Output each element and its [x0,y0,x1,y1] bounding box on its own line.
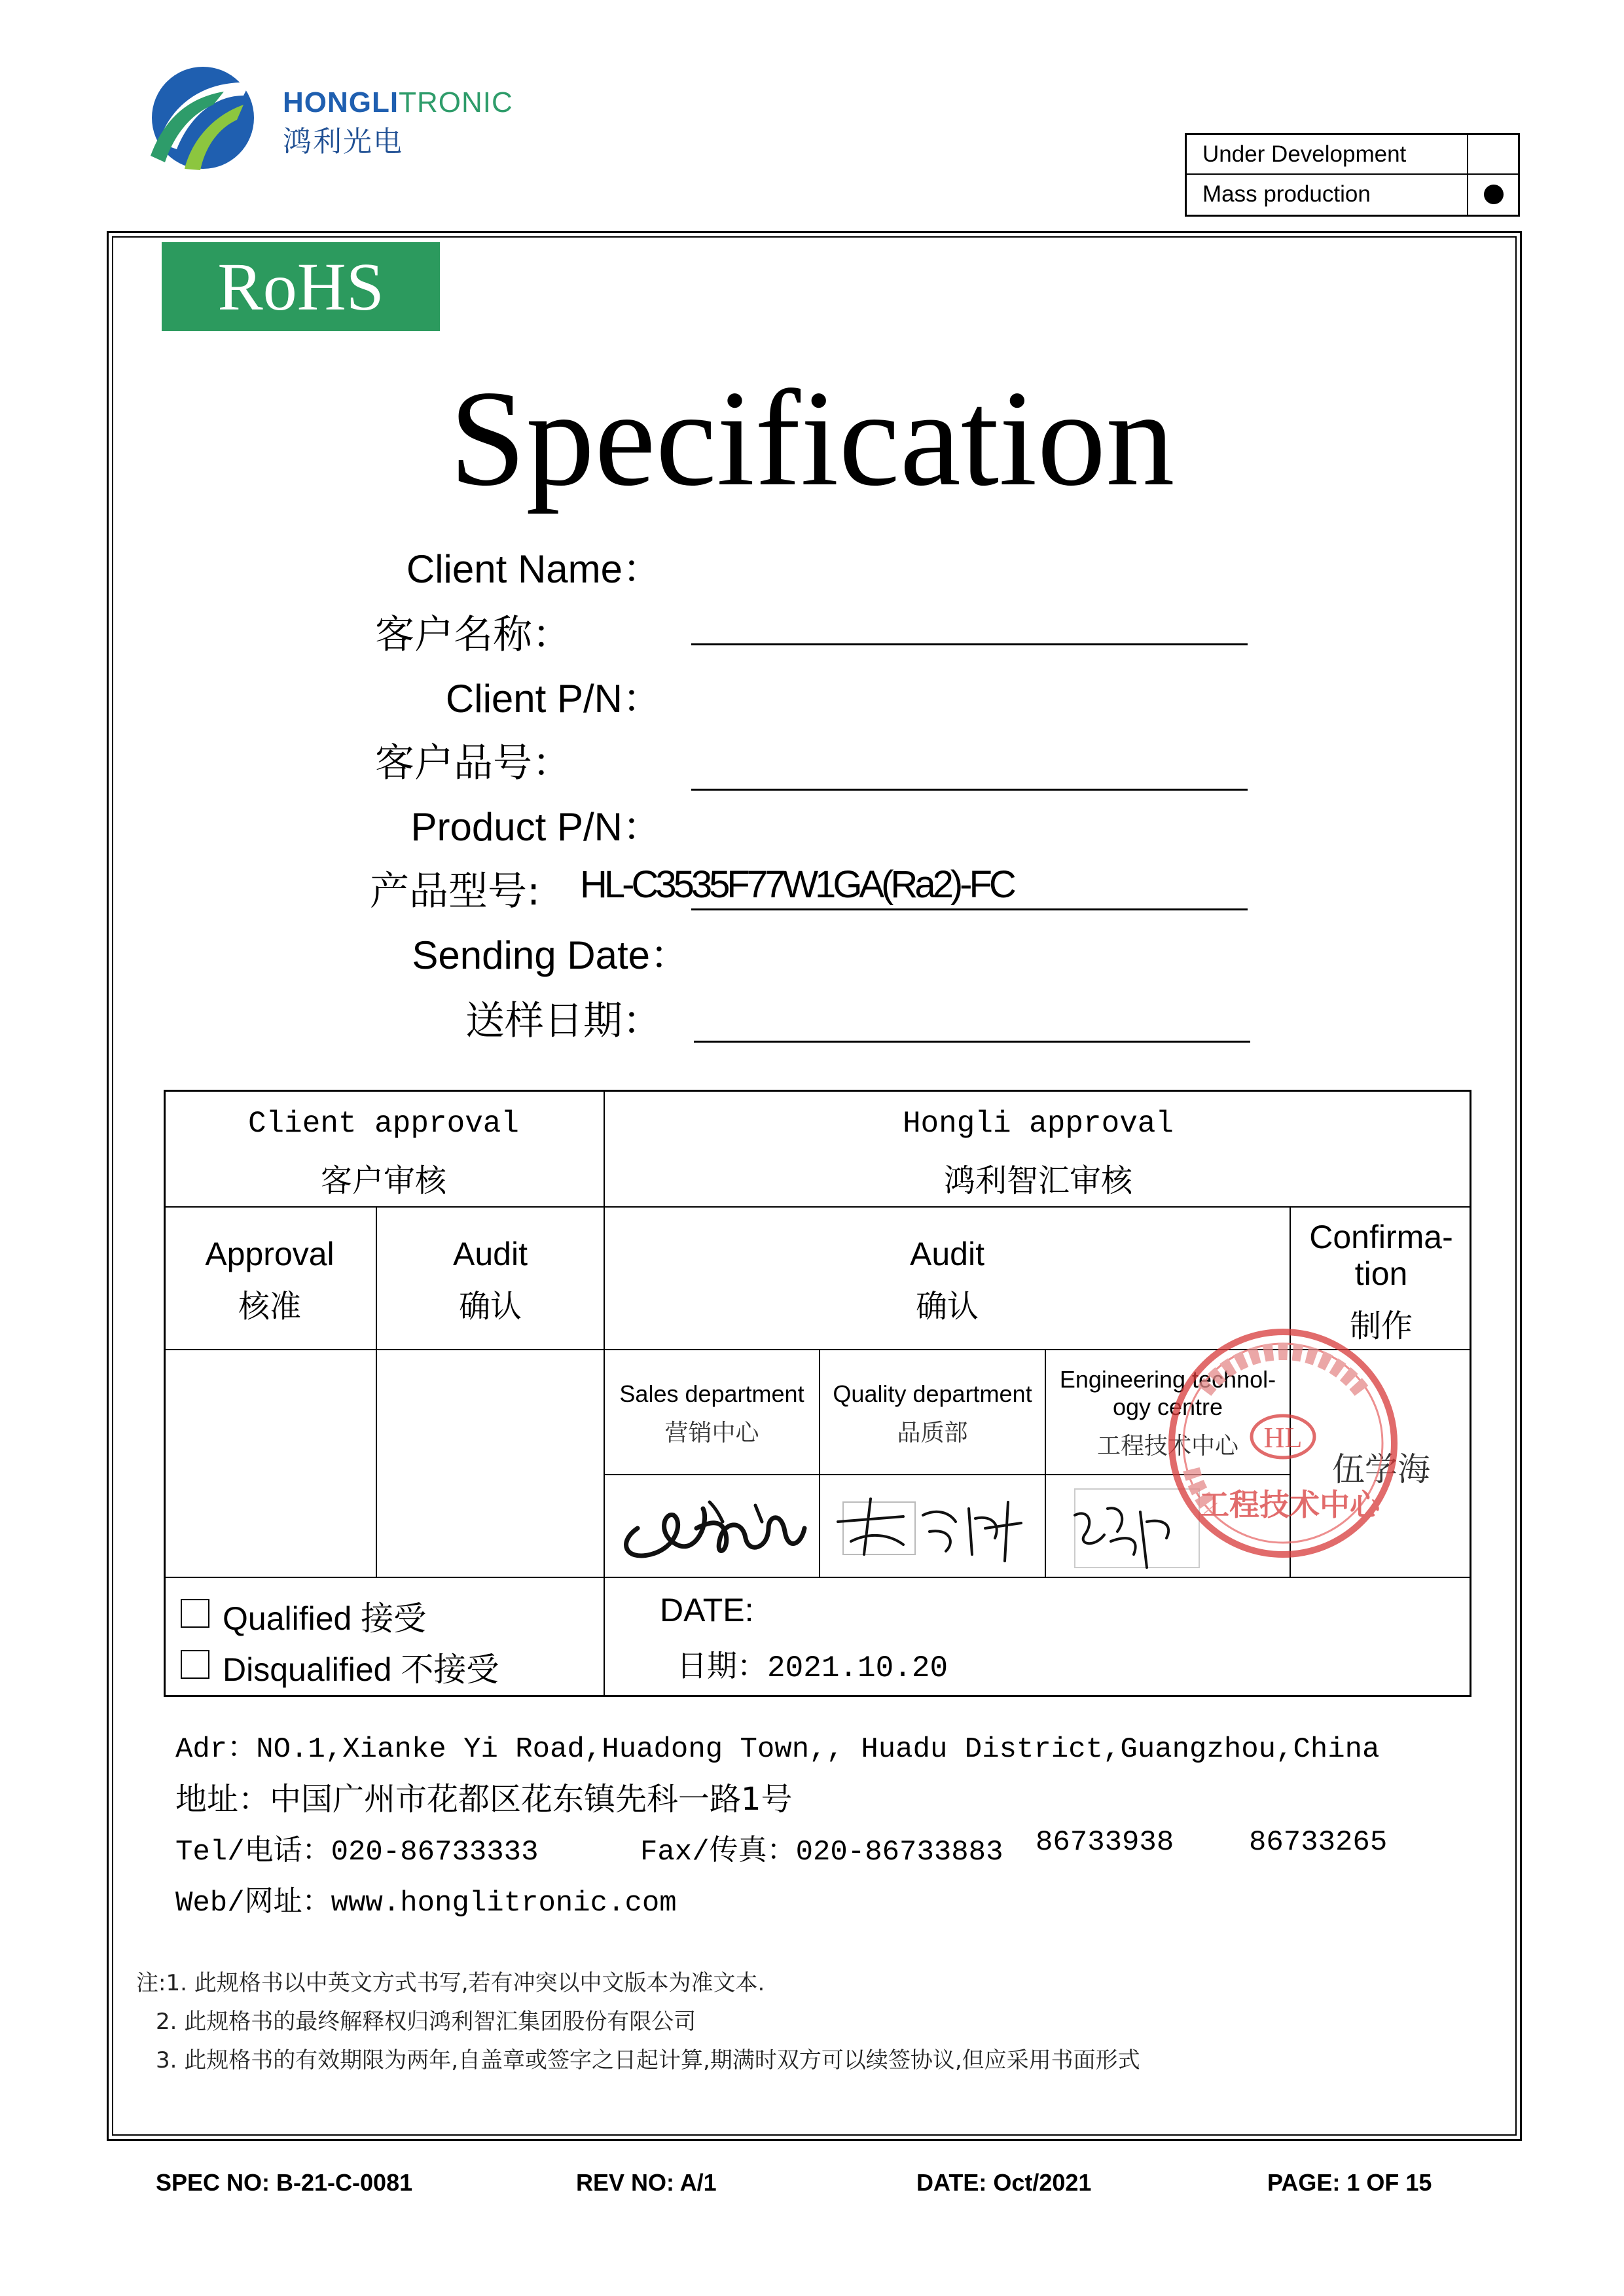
hongli-audit-col-label-cn: 确认 [915,1288,979,1325]
hongli-approval-title: Hongli approval [902,1107,1174,1141]
fax-3: 86733265 [1249,1826,1388,1859]
status-mark-cell-under-development [1467,135,1519,173]
company-seal-icon [1159,1319,1407,1568]
brand-name [283,86,513,119]
client-name-label-en: Client Name： [406,547,662,591]
client-name-label-cn: 客户名称： [375,612,571,658]
status-row-mass-production [1187,175,1518,215]
qualified-checkbox[interactable] [181,1599,209,1628]
sales-department-label: Sales department [619,1380,804,1407]
quality-department-label-cn: 品质部 [897,1420,968,1446]
sales-department-label-cn: 营销中心 [664,1420,759,1446]
client-approval-title-cn: 客户审核 [320,1162,446,1199]
approval-date-value: 日期：2021.10.20 [677,1651,948,1685]
website: Web/网址：www.honglitronic.com [175,1887,677,1920]
sales-signature-icon [611,1482,814,1571]
page-title: Specification [449,363,1175,514]
status-mark-cell-mass-production [1467,175,1519,215]
client-name-line [691,643,1248,645]
confirmation-col-label-2: tion [1354,1255,1408,1292]
confirmation-col-label-1: Confirma- [1309,1219,1453,1255]
engineering-centre-label-cn: 工程技术中心 [1096,1433,1238,1460]
client-audit-col-label: Audit [453,1236,528,1272]
hongli-approval-title-cn: 鸿利智汇审核 [943,1162,1132,1199]
seal-mark-text: HL [1263,1422,1303,1454]
fax: Fax/传真：020-86733883 [640,1836,1003,1869]
telephone: Tel/电话：020-86733333 [175,1836,539,1869]
fax-2: 86733938 [1036,1826,1174,1859]
note-2: 2. 此规格书的最终解释权归鸿利智汇集团股份有限公司 [156,2009,696,2035]
confirmation-col-label-cn: 制作 [1349,1308,1413,1344]
product-pn-value: HL-C3535F77W1GA(Ra2)-FC [580,863,1013,906]
table-hline [164,1577,1471,1578]
date-label: DATE: [660,1592,754,1628]
honglitronic-logo-icon [145,64,257,172]
sending-date-label-en: Sending Date： [412,933,689,977]
disqualified-label: Disqualified 不接受 [223,1651,499,1688]
sending-date-label-cn: 送样日期： [465,998,662,1044]
engineering-centre-label-1: Engineering technol- [1059,1366,1276,1393]
quality-department-label: Quality department [833,1380,1032,1407]
brand-name-part2: TRONIC [399,86,513,118]
approval-col-label-cn: 核准 [238,1288,301,1325]
hongli-audit-col-label: Audit [910,1236,984,1272]
client-pn-label-en: Client P/N： [445,677,662,721]
client-audit-col-label-cn: 确认 [458,1288,522,1325]
sending-date-line [694,1041,1250,1043]
footer-date: DATE: Oct/2021 [916,2169,1092,2196]
product-pn-label-en: Product P/N： [410,805,662,849]
note-3: 3. 此规格书的有效期限为两年,自盖章或签字之日起计算,期满时双方可以续签协议,但应采用书面形式 [156,2047,1140,2073]
address-en: Adr：NO.1,Xianke Yi Road,Huadong Town,, Huadu District,Guangzhou,China [175,1733,1380,1766]
product-pn-label-cn: 产品型号: [370,869,541,914]
footer-page: PAGE: 1 OF 15 [1267,2169,1432,2196]
rohs-badge: RoHS [162,242,440,331]
table-hline [164,1206,1471,1208]
client-pn-line [691,789,1248,791]
brand-name-cn: 鸿利光电 [283,125,403,158]
brand-name-part1: HONGLI [283,86,399,118]
maker-name: 伍学海 [1332,1450,1430,1488]
development-status-table [1185,133,1520,217]
status-row-under-development [1187,135,1518,175]
disqualified-checkbox[interactable] [181,1650,209,1679]
footer-rev-no: REV NO: A/1 [576,2169,717,2196]
status-label-mass-production: Mass production [1202,181,1371,207]
qualified-label: Qualified 接受 [223,1600,427,1637]
client-pn-label-cn: 客户品号： [375,740,571,786]
product-pn-line [691,908,1248,910]
quality-signature-icon [825,1482,1041,1571]
address-cn: 地址：中国广州市花都区花东镇先科一路1号 [175,1781,793,1818]
note-1: 注:1. 此规格书以中英文方式书写,若有冲突以中文版本为准文本. [136,1970,765,1996]
approval-table [164,1090,1471,1697]
status-label-under-development: Under Development [1202,141,1407,167]
engineering-centre-label-2: ogy centre [1112,1393,1223,1420]
selected-dot-icon [1484,185,1504,204]
client-approval-title: Client approval [247,1107,520,1141]
approval-col-label: Approval [205,1236,334,1272]
footer-spec-no: SPEC NO: B-21-C-0081 [156,2169,413,2196]
seal-bottom-text: 工程技术中心 [1199,1487,1380,1522]
